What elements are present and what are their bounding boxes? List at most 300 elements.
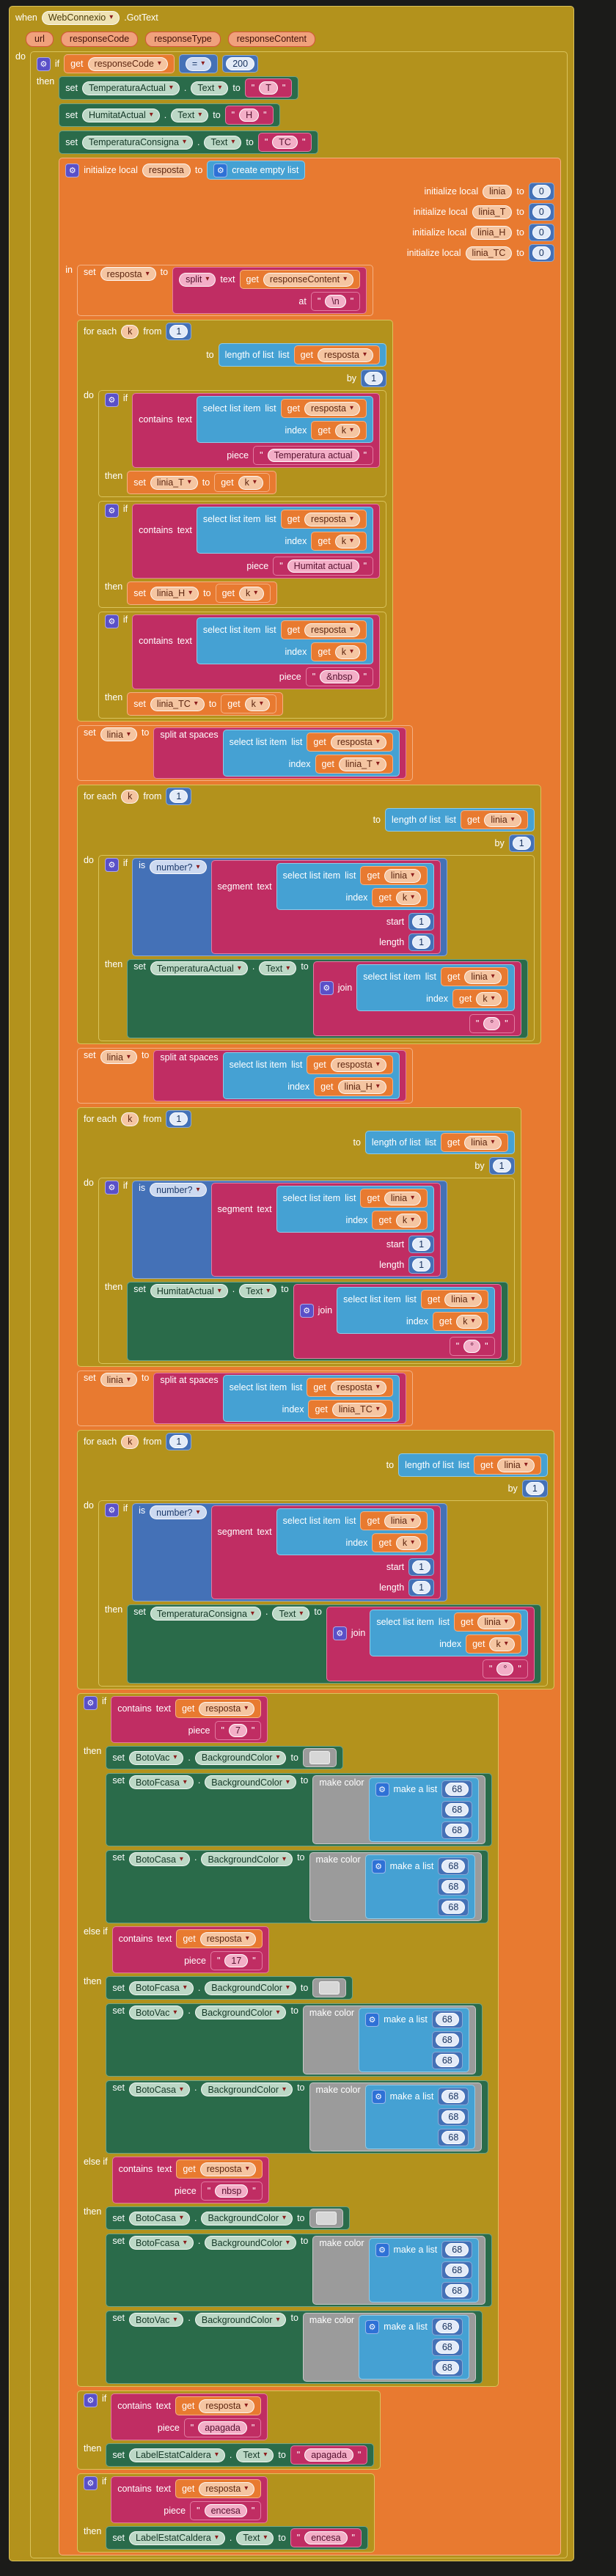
string-value[interactable]: 7 bbox=[229, 1724, 247, 1737]
text-string-block[interactable] bbox=[210, 1951, 263, 1970]
split-block[interactable] bbox=[172, 267, 367, 314]
text-string-block[interactable] bbox=[469, 1014, 515, 1033]
number-value[interactable]: 68 bbox=[436, 2033, 459, 2047]
number-block[interactable] bbox=[509, 834, 535, 852]
select-list-item-block[interactable] bbox=[223, 1375, 400, 1422]
number-block[interactable] bbox=[438, 1898, 469, 1916]
local-variable-field[interactable] bbox=[142, 164, 191, 177]
number-block[interactable] bbox=[408, 933, 434, 951]
set-variable-block[interactable] bbox=[77, 1048, 413, 1104]
if-block-humitat[interactable] bbox=[98, 501, 386, 608]
number-block[interactable] bbox=[438, 2108, 469, 2126]
text-string-block[interactable] bbox=[201, 2181, 263, 2201]
variable-dropdown[interactable] bbox=[332, 1403, 386, 1417]
number-value[interactable]: 1 bbox=[412, 915, 430, 928]
set-property-block[interactable] bbox=[106, 1976, 353, 2000]
component-dropdown[interactable] bbox=[129, 2212, 190, 2225]
component-dropdown[interactable] bbox=[150, 1607, 261, 1621]
set-property-block[interactable] bbox=[106, 2080, 488, 2154]
variable-dropdown[interactable] bbox=[88, 57, 168, 71]
contains-block[interactable] bbox=[111, 2393, 268, 2440]
select-list-item-block[interactable] bbox=[276, 863, 434, 910]
string-value[interactable]: ° bbox=[463, 1340, 480, 1353]
component-dropdown[interactable] bbox=[150, 1284, 228, 1298]
make-color-block[interactable] bbox=[312, 1775, 485, 1844]
number-block[interactable] bbox=[438, 1857, 469, 1875]
get-variable-block[interactable] bbox=[314, 1077, 393, 1096]
number-value[interactable]: 1 bbox=[169, 1435, 188, 1448]
property-dropdown[interactable] bbox=[171, 109, 208, 122]
number-block[interactable] bbox=[408, 1558, 434, 1576]
string-value[interactable]: ° bbox=[496, 1662, 513, 1676]
number-block[interactable] bbox=[489, 1157, 515, 1175]
number-block[interactable] bbox=[166, 1433, 191, 1450]
set-property-block[interactable] bbox=[106, 2526, 368, 2550]
string-value[interactable]: apagada bbox=[304, 2448, 353, 2462]
number-value[interactable]: 1 bbox=[364, 372, 383, 385]
length-of-list-block[interactable] bbox=[219, 343, 386, 367]
property-dropdown[interactable] bbox=[201, 1852, 293, 1866]
get-variable-block[interactable] bbox=[308, 1400, 392, 1419]
if-else-block-buttons[interactable] bbox=[77, 1693, 499, 2387]
contains-block[interactable] bbox=[132, 393, 380, 468]
is-number-block[interactable] bbox=[132, 1503, 447, 1601]
event-param-pill[interactable]: url bbox=[26, 32, 54, 47]
variable-dropdown[interactable] bbox=[396, 891, 421, 905]
variable-dropdown[interactable] bbox=[464, 970, 501, 984]
if-block-encesa[interactable] bbox=[77, 2473, 375, 2553]
number-block[interactable] bbox=[361, 370, 386, 387]
component-dropdown[interactable] bbox=[82, 81, 180, 95]
number-block[interactable] bbox=[438, 2088, 469, 2105]
get-variable-block[interactable] bbox=[421, 1290, 488, 1309]
mutator-gear-icon[interactable]: ⚙ bbox=[84, 2476, 98, 2490]
variable-dropdown[interactable] bbox=[150, 697, 205, 711]
number-block[interactable] bbox=[432, 2052, 463, 2069]
select-list-item-block[interactable] bbox=[370, 1610, 527, 1656]
if-block-is-number[interactable] bbox=[98, 855, 535, 1041]
contains-block[interactable] bbox=[132, 614, 380, 689]
variable-dropdown[interactable] bbox=[396, 1214, 421, 1228]
get-variable-block[interactable] bbox=[221, 694, 276, 713]
event-param-pill[interactable]: responseContent bbox=[228, 32, 315, 47]
get-variable-block[interactable] bbox=[315, 755, 393, 774]
text-string-block[interactable] bbox=[245, 78, 293, 98]
color-block[interactable] bbox=[303, 1748, 337, 1767]
local-variable-field[interactable] bbox=[466, 246, 513, 260]
get-variable-block[interactable] bbox=[461, 810, 528, 829]
make-color-block[interactable] bbox=[309, 2083, 483, 2151]
mutator-gear-icon[interactable]: ⚙ bbox=[105, 858, 119, 872]
mutator-gear-icon[interactable]: ⚙ bbox=[320, 981, 334, 995]
variable-dropdown[interactable] bbox=[335, 424, 360, 438]
segment-block[interactable] bbox=[211, 1183, 441, 1277]
number-block[interactable] bbox=[408, 1256, 434, 1274]
text-string-block[interactable] bbox=[290, 2445, 368, 2465]
get-variable-block[interactable] bbox=[176, 1929, 262, 1948]
variable-dropdown[interactable] bbox=[339, 757, 386, 771]
set-property-block[interactable] bbox=[59, 76, 298, 100]
number-value[interactable]: 1 bbox=[412, 1560, 430, 1574]
component-dropdown[interactable] bbox=[150, 961, 248, 975]
number-value[interactable]: 1 bbox=[513, 837, 531, 850]
number-value[interactable]: 68 bbox=[445, 2284, 469, 2297]
set-property-block[interactable] bbox=[106, 1746, 343, 1769]
number-type-dropdown[interactable] bbox=[150, 1183, 206, 1197]
number-value[interactable]: 68 bbox=[445, 2243, 469, 2256]
get-variable-block[interactable] bbox=[466, 1634, 521, 1654]
string-value[interactable]: Humitat actual bbox=[287, 559, 359, 573]
mutator-gear-icon[interactable]: ⚙ bbox=[300, 1304, 314, 1318]
variable-dropdown[interactable] bbox=[444, 1293, 481, 1307]
text-string-block[interactable] bbox=[483, 1659, 528, 1678]
select-list-item-block[interactable] bbox=[337, 1287, 494, 1334]
variable-dropdown[interactable] bbox=[318, 348, 373, 362]
join-block[interactable] bbox=[326, 1607, 535, 1681]
variable-dropdown[interactable] bbox=[100, 727, 137, 741]
text-string-block[interactable] bbox=[273, 557, 373, 576]
number-value[interactable]: 0 bbox=[532, 205, 551, 219]
number-value[interactable]: 1 bbox=[169, 325, 188, 338]
set-property-block[interactable] bbox=[106, 2443, 374, 2467]
contains-block[interactable] bbox=[111, 2476, 268, 2523]
number-value[interactable]: 68 bbox=[445, 1824, 469, 1837]
loop-variable-field[interactable] bbox=[121, 790, 139, 804]
get-variable-block[interactable] bbox=[474, 1456, 541, 1475]
component-dropdown[interactable] bbox=[42, 11, 120, 25]
split-at-spaces-block[interactable] bbox=[153, 1373, 406, 1424]
number-value[interactable]: 1 bbox=[169, 790, 188, 803]
number-value[interactable]: 68 bbox=[445, 1783, 469, 1796]
number-block[interactable] bbox=[408, 913, 434, 931]
select-list-item-block[interactable] bbox=[276, 1508, 434, 1555]
set-property-block[interactable] bbox=[127, 959, 527, 1038]
set-property-block[interactable] bbox=[106, 2234, 492, 2307]
number-value[interactable]: 68 bbox=[441, 2110, 465, 2124]
split-dropdown[interactable] bbox=[179, 273, 216, 287]
component-dropdown[interactable] bbox=[82, 136, 193, 150]
variable-dropdown[interactable] bbox=[199, 1702, 254, 1716]
mutator-gear-icon[interactable]: ⚙ bbox=[84, 2393, 98, 2407]
text-string-block[interactable] bbox=[190, 2501, 261, 2520]
select-list-item-block[interactable] bbox=[197, 617, 373, 664]
if-block-temperatura[interactable] bbox=[98, 390, 386, 497]
set-variable-block[interactable] bbox=[77, 265, 373, 316]
make-color-block[interactable] bbox=[303, 2006, 476, 2074]
number-block[interactable] bbox=[438, 1878, 469, 1896]
text-string-block[interactable] bbox=[258, 133, 312, 152]
variable-dropdown[interactable] bbox=[338, 1080, 386, 1094]
property-dropdown[interactable] bbox=[195, 2006, 287, 2019]
variable-dropdown[interactable] bbox=[150, 476, 198, 490]
number-block[interactable] bbox=[438, 2129, 469, 2146]
number-value[interactable]: 0 bbox=[532, 185, 551, 198]
compare-equals-block[interactable] bbox=[179, 54, 218, 73]
get-variable-block[interactable] bbox=[441, 967, 508, 986]
set-property-block[interactable] bbox=[106, 1773, 492, 1846]
get-variable-block[interactable] bbox=[281, 510, 367, 529]
number-value[interactable]: 1 bbox=[412, 1258, 430, 1272]
get-variable-block[interactable] bbox=[307, 733, 392, 752]
number-value[interactable]: 68 bbox=[436, 2361, 459, 2374]
get-variable-block[interactable] bbox=[360, 1189, 428, 1208]
number-value[interactable]: 200 bbox=[226, 57, 254, 70]
create-empty-list-block[interactable] bbox=[207, 161, 305, 180]
variable-dropdown[interactable] bbox=[100, 267, 156, 281]
string-value[interactable]: TC bbox=[272, 136, 298, 149]
segment-block[interactable] bbox=[211, 1505, 441, 1599]
split-at-spaces-block[interactable] bbox=[153, 727, 406, 779]
string-value[interactable]: encesa bbox=[304, 2531, 347, 2544]
number-value[interactable]: 0 bbox=[532, 246, 551, 260]
loop-variable-field[interactable] bbox=[121, 1435, 139, 1449]
number-value[interactable]: 68 bbox=[436, 2341, 459, 2354]
variable-dropdown[interactable] bbox=[304, 402, 360, 416]
variable-dropdown[interactable] bbox=[331, 1381, 386, 1395]
text-string-block[interactable] bbox=[225, 106, 274, 125]
mutator-gear-icon[interactable]: ⚙ bbox=[65, 164, 79, 177]
number-type-dropdown[interactable] bbox=[150, 860, 206, 874]
variable-dropdown[interactable] bbox=[384, 1514, 421, 1528]
number-value[interactable]: 1 bbox=[412, 1581, 430, 1594]
text-string-block[interactable] bbox=[290, 2528, 362, 2547]
variable-dropdown[interactable] bbox=[456, 1315, 481, 1329]
variable-dropdown[interactable] bbox=[199, 2482, 254, 2496]
property-dropdown[interactable] bbox=[239, 1284, 276, 1298]
for-each-block[interactable] bbox=[77, 320, 393, 722]
component-dropdown[interactable] bbox=[129, 1852, 190, 1866]
split-at-spaces-block[interactable] bbox=[153, 1050, 406, 1101]
variable-dropdown[interactable] bbox=[200, 2162, 256, 2176]
select-list-item-block[interactable] bbox=[223, 1052, 400, 1099]
mutator-gear-icon[interactable]: ⚙ bbox=[105, 614, 119, 628]
number-value[interactable]: 68 bbox=[441, 2131, 465, 2144]
set-variable-block[interactable] bbox=[127, 692, 283, 716]
component-dropdown[interactable] bbox=[129, 2236, 194, 2250]
number-block[interactable] bbox=[166, 1110, 191, 1128]
local-variable-field[interactable] bbox=[483, 185, 512, 199]
string-value[interactable]: nbsp bbox=[215, 2184, 248, 2198]
get-variable-block[interactable] bbox=[240, 270, 361, 289]
variable-dropdown[interactable] bbox=[304, 623, 360, 637]
make-a-list-block[interactable] bbox=[365, 2085, 476, 2149]
get-variable-block[interactable] bbox=[175, 2479, 261, 2498]
number-value[interactable]: 68 bbox=[436, 2320, 459, 2333]
join-block[interactable] bbox=[313, 961, 521, 1036]
string-value[interactable]: 17 bbox=[224, 1954, 248, 1967]
set-variable-block[interactable] bbox=[77, 725, 413, 781]
text-string-block[interactable] bbox=[215, 1721, 262, 1740]
number-value[interactable]: 68 bbox=[441, 1880, 465, 1893]
event-param-pill[interactable]: responseCode bbox=[61, 32, 138, 47]
variable-dropdown[interactable] bbox=[239, 587, 264, 601]
property-dropdown[interactable] bbox=[201, 2212, 293, 2225]
component-dropdown[interactable] bbox=[129, 2083, 190, 2096]
number-block[interactable] bbox=[441, 2241, 472, 2258]
number-block[interactable] bbox=[408, 1236, 434, 1253]
event-param-pill[interactable]: responseType bbox=[145, 32, 221, 47]
get-variable-block[interactable] bbox=[307, 1378, 392, 1397]
number-block[interactable] bbox=[222, 55, 258, 73]
get-variable-block[interactable] bbox=[372, 888, 428, 907]
get-variable-block[interactable] bbox=[454, 1612, 521, 1632]
property-dropdown[interactable] bbox=[205, 1981, 296, 1995]
for-each-block[interactable] bbox=[77, 1430, 554, 1689]
mutator-gear-icon[interactable]: ⚙ bbox=[84, 1696, 98, 1710]
property-dropdown[interactable] bbox=[195, 2313, 287, 2327]
get-variable-block[interactable] bbox=[216, 584, 271, 603]
set-variable-block[interactable] bbox=[127, 581, 277, 605]
number-block[interactable] bbox=[441, 1801, 472, 1819]
mutator-gear-icon[interactable]: ⚙ bbox=[372, 1860, 386, 1874]
variable-dropdown[interactable] bbox=[200, 1932, 256, 1946]
number-block[interactable] bbox=[441, 1821, 472, 1839]
number-type-dropdown[interactable] bbox=[150, 1505, 206, 1519]
text-string-block[interactable] bbox=[306, 667, 373, 686]
make-a-list-block[interactable] bbox=[369, 1777, 480, 1842]
variable-dropdown[interactable] bbox=[464, 1136, 501, 1150]
make-a-list-block[interactable] bbox=[359, 2008, 469, 2072]
string-value[interactable]: ° bbox=[483, 1017, 500, 1030]
number-block[interactable] bbox=[432, 2359, 463, 2377]
get-variable-block[interactable] bbox=[64, 54, 175, 73]
property-dropdown[interactable] bbox=[195, 1751, 287, 1765]
string-value[interactable]: apagada bbox=[198, 2421, 247, 2434]
select-list-item-block[interactable] bbox=[197, 507, 373, 554]
number-block[interactable] bbox=[441, 1780, 472, 1798]
local-variable-field[interactable] bbox=[472, 205, 513, 219]
variable-dropdown[interactable] bbox=[335, 645, 360, 659]
set-variable-block[interactable] bbox=[77, 1370, 413, 1426]
string-value[interactable]: \n bbox=[325, 295, 345, 308]
string-value[interactable]: Temperatura actual bbox=[268, 449, 359, 462]
property-dropdown[interactable] bbox=[236, 2531, 274, 2545]
operator-dropdown[interactable] bbox=[186, 57, 211, 71]
property-dropdown[interactable] bbox=[205, 2236, 296, 2250]
make-a-list-block[interactable] bbox=[369, 2238, 480, 2302]
get-variable-block[interactable] bbox=[372, 1533, 428, 1552]
number-block[interactable] bbox=[432, 2318, 463, 2335]
make-color-block[interactable] bbox=[309, 1852, 483, 1921]
property-dropdown[interactable] bbox=[236, 2448, 274, 2462]
set-property-block[interactable] bbox=[106, 1850, 488, 1923]
is-number-block[interactable] bbox=[132, 1181, 447, 1279]
contains-block[interactable] bbox=[111, 1696, 268, 1743]
number-value[interactable]: 1 bbox=[169, 1112, 188, 1126]
mutator-gear-icon[interactable]: ⚙ bbox=[333, 1626, 347, 1640]
variable-dropdown[interactable] bbox=[489, 1637, 514, 1651]
contains-block[interactable] bbox=[132, 504, 380, 579]
select-list-item-block[interactable] bbox=[276, 1186, 434, 1233]
mutator-gear-icon[interactable]: ⚙ bbox=[105, 1181, 119, 1195]
variable-dropdown[interactable] bbox=[245, 697, 270, 711]
property-dropdown[interactable] bbox=[272, 1607, 309, 1621]
set-variable-block[interactable] bbox=[127, 471, 276, 494]
text-string-block[interactable] bbox=[253, 446, 373, 465]
mutator-gear-icon[interactable]: ⚙ bbox=[372, 2090, 386, 2104]
make-a-list-block[interactable] bbox=[365, 1854, 476, 1919]
number-value[interactable]: 68 bbox=[445, 2264, 469, 2277]
variable-dropdown[interactable] bbox=[100, 1050, 137, 1064]
when-event-block[interactable] bbox=[9, 6, 574, 2561]
component-dropdown[interactable] bbox=[129, 2006, 183, 2019]
number-block[interactable] bbox=[432, 2011, 463, 2028]
get-variable-block[interactable] bbox=[441, 1133, 508, 1152]
set-property-block[interactable] bbox=[127, 1604, 541, 1684]
segment-block[interactable] bbox=[211, 860, 441, 954]
number-block[interactable] bbox=[522, 1480, 548, 1497]
if-block-is-number[interactable] bbox=[98, 1178, 515, 1364]
number-block[interactable] bbox=[529, 183, 554, 200]
variable-dropdown[interactable] bbox=[335, 535, 360, 548]
component-dropdown[interactable] bbox=[82, 109, 160, 122]
string-value[interactable]: T bbox=[259, 81, 278, 95]
get-variable-block[interactable] bbox=[281, 399, 367, 418]
is-number-block[interactable] bbox=[132, 858, 447, 956]
variable-dropdown[interactable] bbox=[100, 1373, 137, 1387]
get-variable-block[interactable] bbox=[372, 1211, 428, 1230]
component-dropdown[interactable] bbox=[129, 2448, 225, 2462]
get-variable-block[interactable] bbox=[294, 345, 380, 364]
get-variable-block[interactable] bbox=[307, 1055, 392, 1074]
get-variable-block[interactable] bbox=[311, 642, 367, 661]
text-string-block[interactable] bbox=[450, 1337, 495, 1356]
number-block[interactable] bbox=[441, 2261, 472, 2279]
number-value[interactable]: 68 bbox=[436, 2054, 459, 2067]
set-property-block[interactable] bbox=[106, 2311, 482, 2384]
variable-dropdown[interactable] bbox=[384, 1192, 421, 1206]
number-value[interactable]: 0 bbox=[532, 226, 551, 239]
get-variable-block[interactable] bbox=[452, 989, 508, 1008]
get-variable-block[interactable] bbox=[311, 421, 367, 440]
set-property-block[interactable] bbox=[106, 2206, 349, 2230]
property-dropdown[interactable] bbox=[201, 2083, 293, 2096]
property-dropdown[interactable] bbox=[259, 961, 296, 975]
contains-block[interactable] bbox=[112, 1926, 269, 1973]
variable-dropdown[interactable] bbox=[484, 813, 521, 827]
number-block[interactable] bbox=[529, 203, 554, 221]
if-block-response-code[interactable] bbox=[30, 51, 568, 2558]
number-block[interactable] bbox=[408, 1579, 434, 1596]
number-value[interactable]: 68 bbox=[441, 2090, 465, 2103]
number-block[interactable] bbox=[529, 224, 554, 241]
property-dropdown[interactable] bbox=[191, 81, 228, 95]
variable-dropdown[interactable] bbox=[331, 1058, 386, 1072]
string-value[interactable]: &nbsp bbox=[320, 670, 359, 683]
number-block[interactable] bbox=[432, 2338, 463, 2356]
number-block[interactable] bbox=[432, 2031, 463, 2049]
variable-dropdown[interactable] bbox=[150, 587, 199, 601]
number-value[interactable]: 1 bbox=[526, 1482, 544, 1495]
mutator-gear-icon[interactable]: ⚙ bbox=[365, 2013, 379, 2027]
loop-variable-field[interactable] bbox=[121, 325, 139, 339]
number-value[interactable]: 1 bbox=[412, 1238, 430, 1251]
number-value[interactable]: 68 bbox=[441, 1901, 465, 1914]
variable-dropdown[interactable] bbox=[263, 273, 353, 287]
component-dropdown[interactable] bbox=[129, 1981, 194, 1995]
if-block-apagada[interactable] bbox=[77, 2390, 381, 2470]
variable-dropdown[interactable] bbox=[199, 2399, 254, 2413]
get-variable-block[interactable] bbox=[175, 2396, 261, 2415]
join-block[interactable] bbox=[293, 1284, 502, 1359]
variable-dropdown[interactable] bbox=[396, 1536, 421, 1550]
for-each-block[interactable] bbox=[77, 785, 541, 1044]
length-of-list-block[interactable] bbox=[385, 808, 535, 832]
if-block-nbsp[interactable] bbox=[98, 612, 386, 719]
mutator-gear-icon[interactable]: ⚙ bbox=[105, 1503, 119, 1517]
text-string-block[interactable] bbox=[311, 292, 360, 311]
variable-dropdown[interactable] bbox=[497, 1458, 534, 1472]
